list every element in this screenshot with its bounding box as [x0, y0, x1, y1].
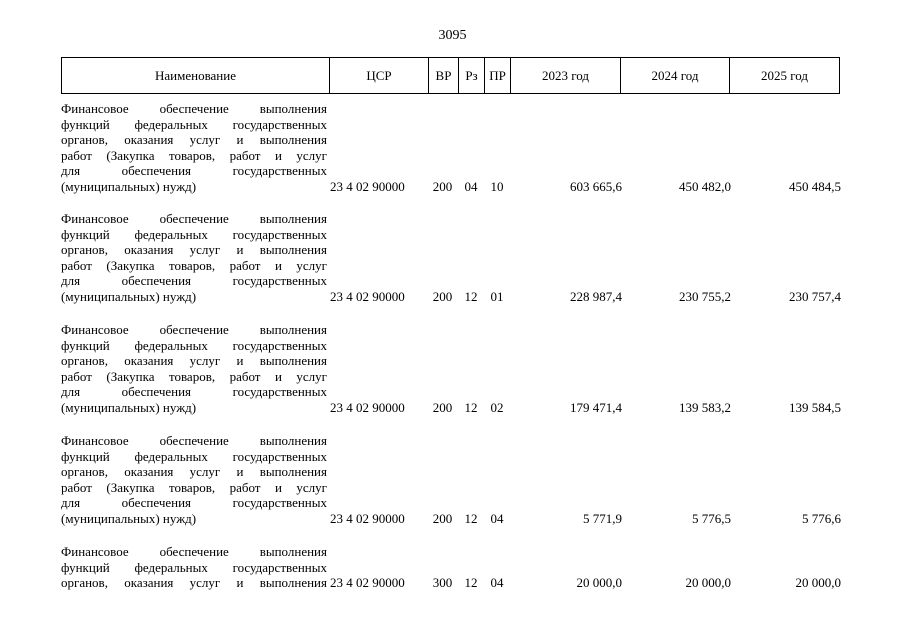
- row-name-line: для обеспечения государственных: [61, 495, 327, 510]
- row-value-2023: 228 987,4: [570, 288, 622, 304]
- row-name-line: работ (Закупка товаров, работ и услуг: [61, 368, 327, 384]
- row-pr: 02: [490, 399, 504, 415]
- row-csr: 23 4 02 90000: [330, 399, 405, 415]
- row-name-line: функций федеральных государственных: [61, 116, 327, 132]
- row-name: [61, 101, 327, 194]
- row-name-line: Финансовое обеспечение выполнения: [61, 322, 327, 337]
- row-vr: 200: [432, 399, 453, 415]
- row-value-2025: 5 776,6: [802, 510, 841, 526]
- row-name-line: работ (Закупка товаров, работ и услуг: [61, 257, 327, 273]
- header-csr: ЦСР: [330, 58, 429, 94]
- row-name-line: для обеспечения государственных: [61, 273, 327, 288]
- row-name-line: (муниципальных) нужд): [61, 288, 197, 304]
- row-name-line: Финансовое обеспечение выполнения: [61, 433, 327, 448]
- row-name-line: Финансовое обеспечение выполнения: [61, 211, 327, 226]
- row-name-line: функций федеральных государственных: [61, 337, 327, 353]
- header-2024: 2024 год: [621, 58, 730, 94]
- row-value-2025: 139 584,5: [789, 399, 841, 415]
- row-rz: 12: [464, 288, 478, 304]
- row-vr: 300: [432, 575, 453, 590]
- header-vr: ВР: [429, 58, 459, 94]
- row-value-2025: 20 000,0: [795, 575, 841, 590]
- row-value-2024: 230 755,2: [679, 288, 731, 304]
- row-rz: 04: [464, 178, 478, 194]
- row-value-2023: 603 665,6: [570, 178, 622, 194]
- row-name: [61, 211, 327, 304]
- row-name-line: для обеспечения государственных: [61, 384, 327, 399]
- row-value-2023: 5 771,9: [583, 510, 622, 526]
- page-number: 3095: [438, 28, 467, 43]
- row-csr: 23 4 02 90000: [330, 575, 405, 590]
- row-name-line: функций федеральных государственных: [61, 559, 327, 575]
- row-name-line: органов, оказания услуг и выполнения: [61, 353, 327, 368]
- row-name-line: Финансовое обеспечение выполнения: [61, 544, 327, 559]
- row-csr: 23 4 02 90000: [330, 288, 405, 304]
- row-name-line: Финансовое обеспечение выполнения: [61, 101, 327, 116]
- row-name: [61, 544, 327, 591]
- row-vr: 200: [432, 178, 453, 194]
- row-value-2023: 20 000,0: [576, 575, 622, 590]
- row-name-line: для обеспечения государственных: [61, 163, 327, 178]
- row-name-line: работ (Закупка товаров, работ и услуг: [61, 147, 327, 163]
- row-pr: 04: [490, 575, 504, 590]
- row-value-2025: 230 757,4: [789, 288, 841, 304]
- row-name-line: органов, оказания услуг и выполнения: [61, 464, 327, 479]
- row-rz: 12: [464, 399, 478, 415]
- row-csr: 23 4 02 90000: [330, 510, 405, 526]
- header-name: Наименование: [62, 58, 330, 94]
- row-name: [61, 433, 327, 526]
- header-pr: ПР: [485, 58, 511, 94]
- row-vr: 200: [432, 288, 453, 304]
- row-name-line: (муниципальных) нужд): [61, 510, 197, 526]
- row-value-2025: 450 484,5: [789, 178, 841, 194]
- row-name-line: (муниципальных) нужд): [61, 399, 197, 415]
- row-name-line: (муниципальных) нужд): [61, 178, 197, 194]
- row-name-line: органов, оказания услуг и выполнения: [61, 132, 327, 147]
- row-name-line: органов, оказания услуг и выполнения: [61, 242, 327, 257]
- row-name: [61, 322, 327, 415]
- row-pr: 04: [490, 510, 504, 526]
- row-value-2024: 5 776,5: [692, 510, 731, 526]
- header-row: [62, 58, 840, 94]
- row-name-line: работ (Закупка товаров, работ и услуг: [61, 479, 327, 495]
- row-pr: 01: [490, 288, 504, 304]
- row-value-2024: 139 583,2: [679, 399, 731, 415]
- row-value-2024: 20 000,0: [685, 575, 731, 590]
- table-header: [61, 57, 840, 94]
- row-vr: 200: [432, 510, 453, 526]
- row-rz: 12: [464, 575, 478, 590]
- row-value-2023: 179 471,4: [570, 399, 622, 415]
- header-rz: Рз: [459, 58, 485, 94]
- row-name-line: органов, оказания услуг и выполнения: [61, 575, 327, 590]
- row-name-line: функций федеральных государственных: [61, 226, 327, 242]
- header-2023: 2023 год: [511, 58, 621, 94]
- row-value-2024: 450 482,0: [679, 178, 731, 194]
- row-pr: 10: [490, 178, 504, 194]
- row-name-line: функций федеральных государственных: [61, 448, 327, 464]
- row-rz: 12: [464, 510, 478, 526]
- header-2025: 2025 год: [730, 58, 840, 94]
- row-csr: 23 4 02 90000: [330, 178, 405, 194]
